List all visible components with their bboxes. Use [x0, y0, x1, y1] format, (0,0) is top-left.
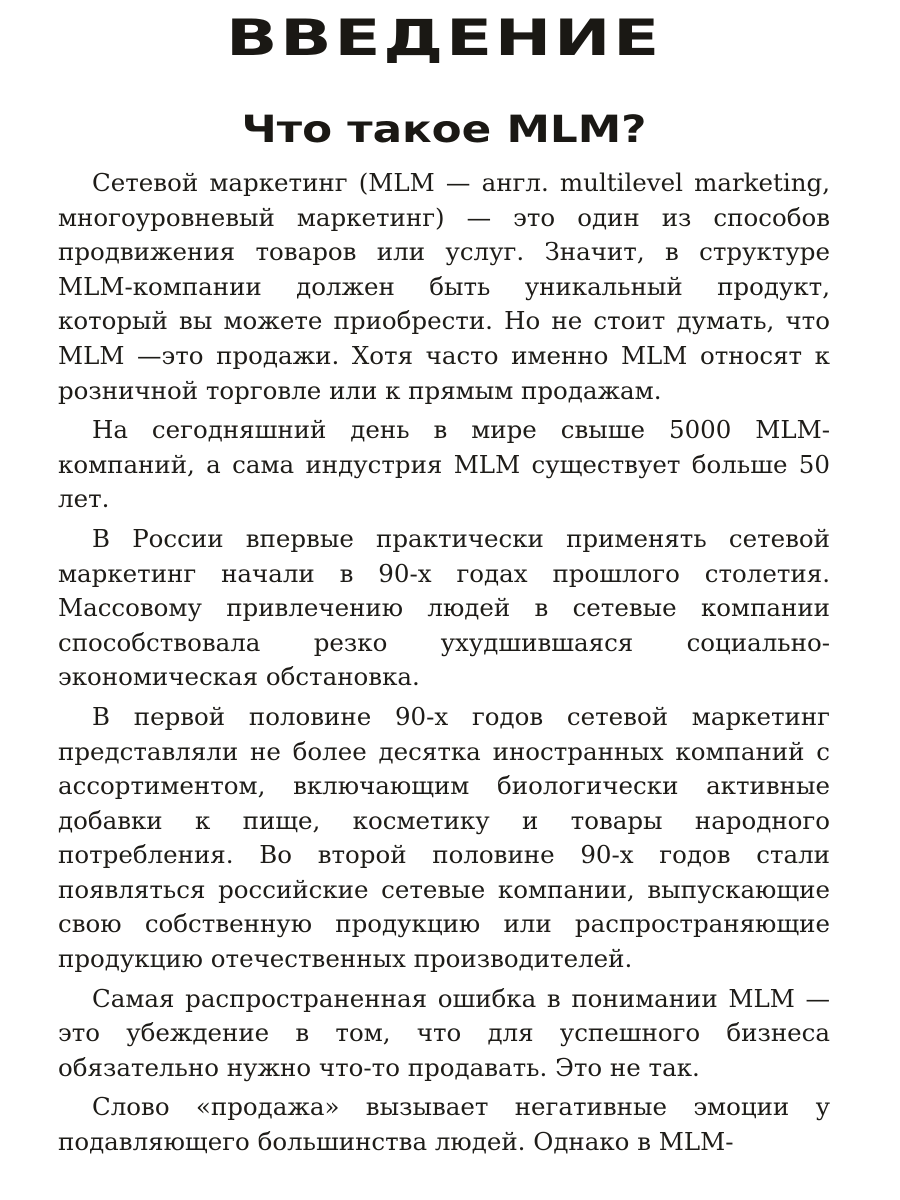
paragraph: В России впервые практически применять сетевой маркетинг начали в 90-х годах прошлого столетия. Массовому привлечению людей в сетевые компании способствовала резко ухудшившаяся социально-экономическая обстановка.	[58, 523, 830, 692]
paragraph: Сетевой маркетинг (MLM — англ. multilevel marketing, многоуровневый маркетинг) — это один из способов продвижения товаров или услуг. Значит, в структуре MLM-компании должен быть уникальный продукт, который вы можете приобрести. Но не стоит думать, что MLM —это продажи. Хотя часто именно MLM относят к розничной торговле или к прямым продажам.	[58, 168, 830, 405]
paragraph: Самая распространенная ошибка в понимании MLM — это убеждение в том, что для успешного бизнеса обязательно нужно что-то продавать. Это не так.	[58, 983, 830, 1082]
paragraph: Слово «продажа» вызывает негативные эмоции у подавляющего большинства людей. Однако в MLM-	[58, 1092, 830, 1157]
paragraph: На сегодняшний день в мире свыше 5000 MLM-компаний, а сама индустрия MLM существует больше 50 лет.	[58, 415, 830, 514]
chapter-title: ВВЕДЕНИЕ	[226, 9, 662, 67]
paragraph: В первой половине 90-х годов сетевой маркетинг представляли не более десятка иностранных компаний с ассортиментом, включающим биологически активные добавки к пище, косметику и товары народного потребления. Во второй половине 90-х годов стали появляться российские сетевые компании, выпускающие свою собственную продукцию или распространяющие продукцию отечественных производителей.	[58, 701, 830, 974]
body-text	[58, 166, 830, 1160]
section-title: Что такое MLM?	[241, 108, 647, 151]
